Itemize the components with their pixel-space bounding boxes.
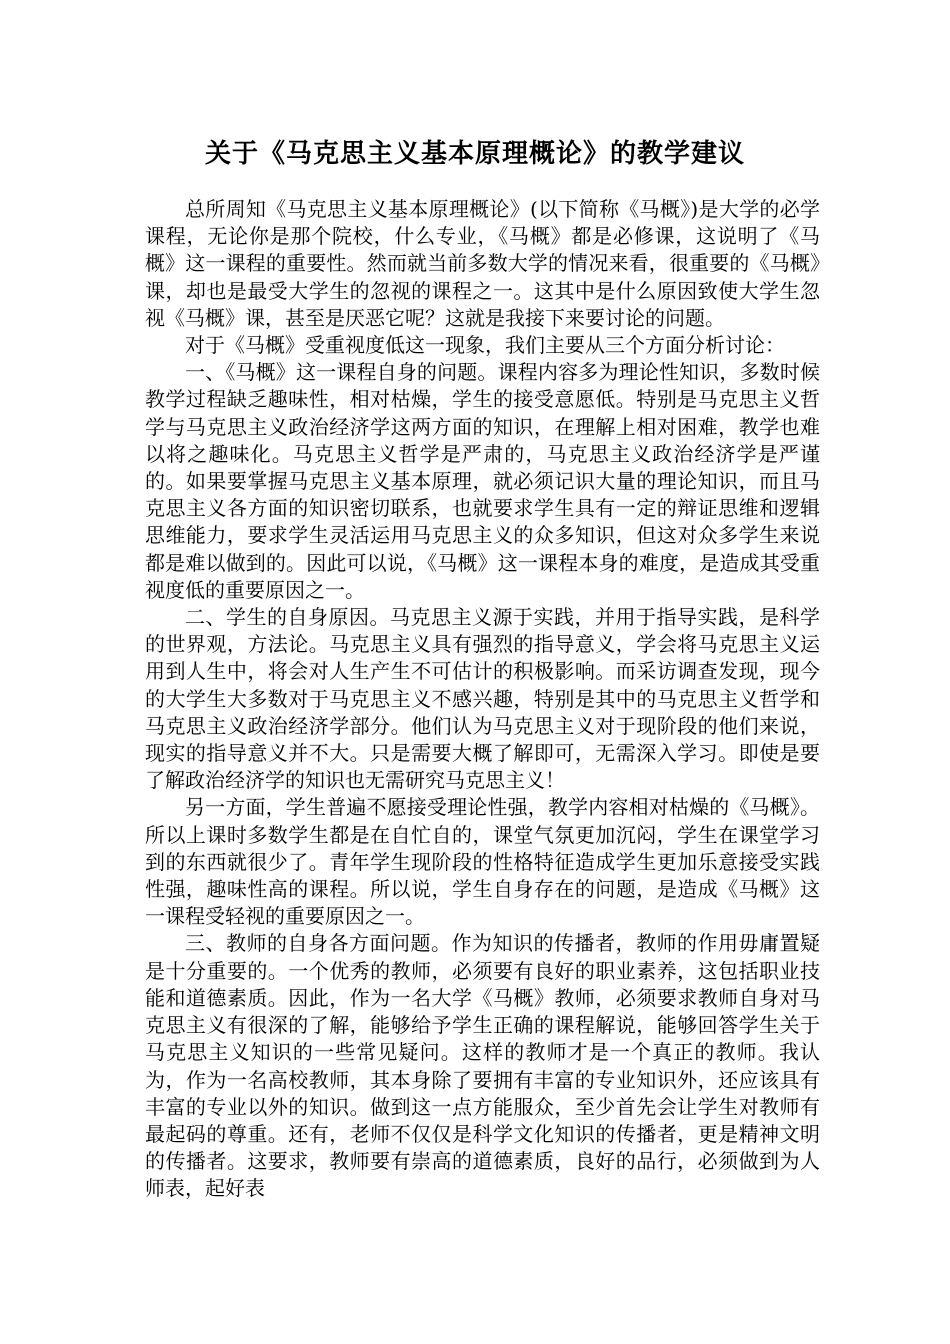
paragraph-point-two: 二、学生的自身原因。马克思主义源于实践，并用于指导实践，是科学的世界观，方法论。马克思主义具有强烈的指导意义，学会将马克思主义运用到人生中，将会对人生产生不可估计的积极影响。而采访调查发现，现今的大学生大多数对于马克思主义不感兴趣，特别是其中的马克思主义哲学和马克思主义政治经济学部分。他们认为马克思主义对于现阶段的他们来说，现实的指导意义并不大。只是需要大概了解即可，无需深入学习。即使是要了解政治经济学的知识也无需研究马克思主义！ [145,605,820,793]
document-title: 关于《马克思主义基本原理概论》的教学建议 [204,139,745,169]
document-body [145,196,820,1203]
paragraph-point-two-continued: 另一方面，学生普遍不愿接受理论性强，教学内容相对枯燥的《马概》。所以上课时多数学生都是在自忙自的，课堂气氛更加沉闷，学生在课堂学习到的东西就很少了。青年学生现阶段的性格特征造成学生更加乐意接受实践性强，趣味性高的课程。所以说，学生自身存在的问题，是造成《马概》这一课程受轻视的重要原因之一。 [145,795,820,929]
paragraph-point-three: 三、教师的自身各方面问题。作为知识的传播者，教师的作用毋庸置疑是十分重要的。一个优秀的教师，必须要有良好的职业素养，这包括职业技能和道德素质。因此，作为一名大学《马概》教师，必须要求教师自身对马克思主义有很深的了解，能够给予学生正确的课程解说，能够回答学生关于马克思主义知识的一些常见疑问。这样的教师才是一个真正的教师。我认为，作为一名高校教师，其本身除了要拥有丰富的专业知识外，还应该具有丰富的专业以外的知识。做到这一点方能服众，至少首先会让学生对教师有最起码的尊重。还有，老师不仅仅是科学文化知识的传播者，更是精神文明的传播者。这要求，教师要有崇高的道德素质，良好的品行，必须做到为人师表，起好表 [145,931,820,1201]
paragraph-overview: 对于《马概》受重视度低这一现象，我们主要从三个方面分析讨论： [185,333,785,358]
paragraph-intro: 总所周知《马克思主义基本原理概论》(以下简称《马概》)是大学的必学课程，无论你是那个院校，什么专业，《马概》都是必修课，这说明了《马概》这一课程的重要性。然而就当前多数大学的情况来看，很重要的《马概》课，却也是最受大学生的忽视的课程之一。这其中是什么原因致使大学生忽视《马概》课，甚至是厌恶它呢？这就是我接下来要讨论的问题。 [145,197,820,330]
paragraph-point-one: 一、《马概》这一课程自身的问题。课程内容多为理论性知识，多数时候教学过程缺乏趣味性，相对枯燥，学生的接受意愿低。特别是马克思主义哲学与马克思主义政治经济学这两方面的知识，在理解上相对困难，教学也难以将之趣味化。马克思主义哲学是严肃的，马克思主义政治经济学是严谨的。如果要掌握马克思主义基本原理，就必须记识大量的理论知识，而且马克思主义各方面的知识密切联系，也就要求学生具有一定的辩证思维和逻辑思维能力，要求学生灵活运用马克思主义的众多知识，但这对众多学生来说都是难以做到的。因此可以说，《马概》这一课程本身的难度，是造成其受重视度低的重要原因之一。 [145,360,820,602]
